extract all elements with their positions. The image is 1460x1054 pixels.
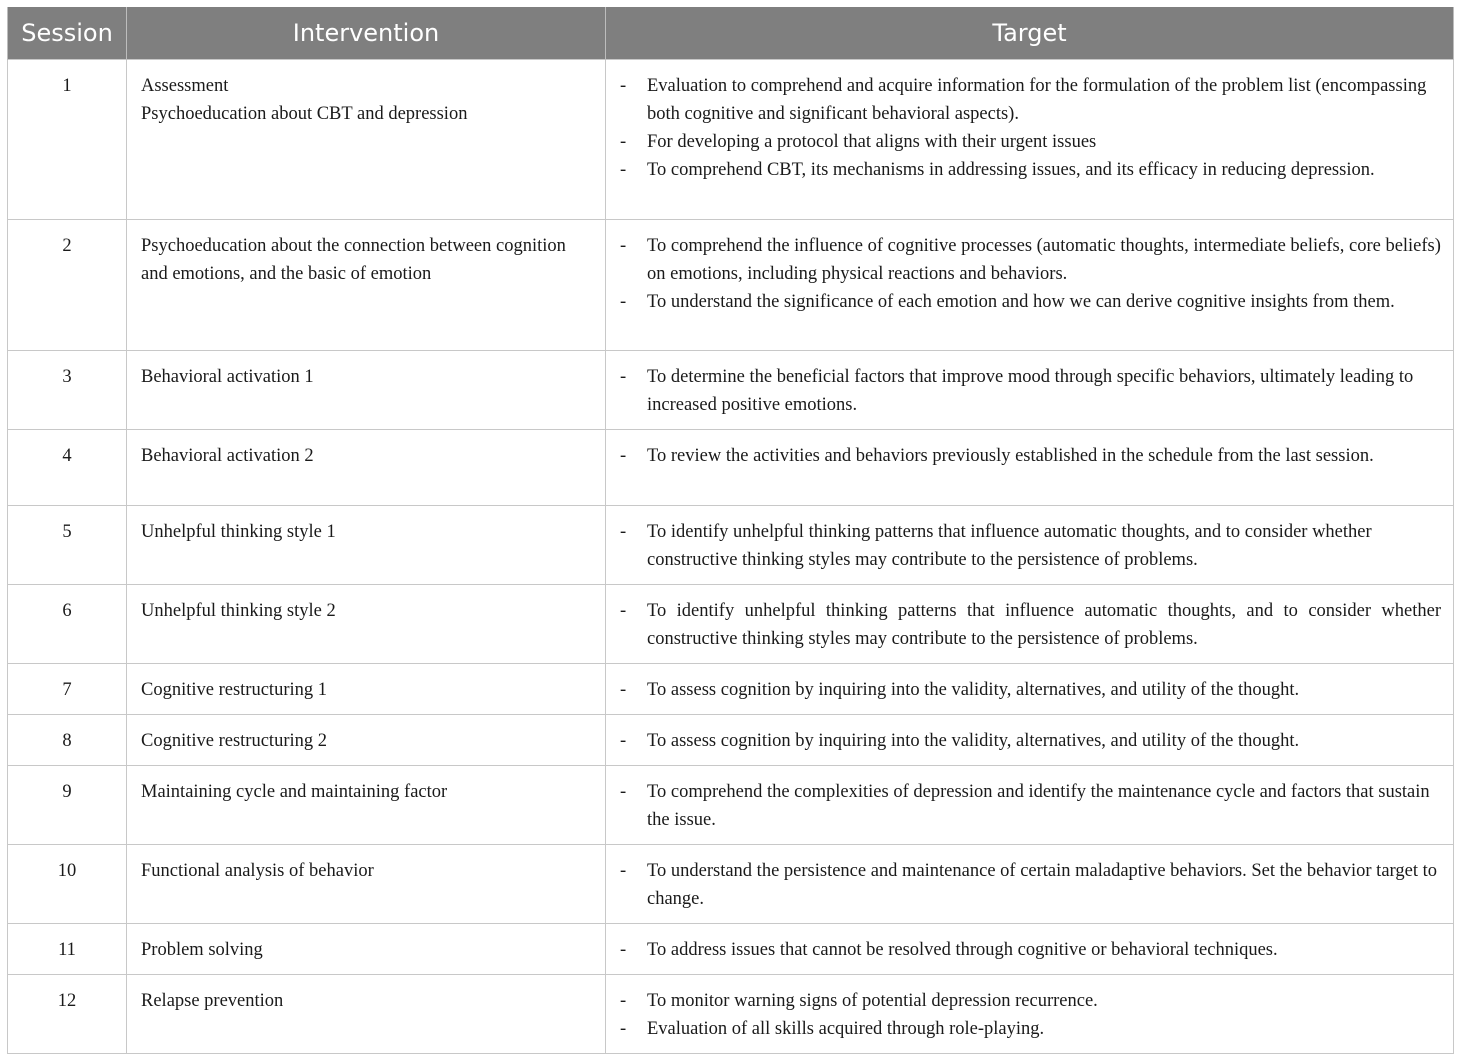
target-item: - To identify unhelpful thinking patterns that influence automatic thoughts, and to consider whether constructive thinking styles may contribute to the persistence of problems.: [620, 597, 1441, 653]
target-item: - To assess cognition by inquiring into the validity, alternatives, and utility of the thought.: [620, 727, 1441, 755]
target-list: [620, 72, 1441, 184]
target-cell: [606, 585, 1454, 664]
table-row: [8, 60, 1454, 220]
intervention-cell: [127, 845, 606, 924]
intervention-line: Psychoeducation about CBT and depression: [141, 104, 468, 124]
intervention-line: Cognitive restructuring 2: [141, 731, 327, 751]
target-list: [620, 518, 1441, 574]
session-number: 3: [8, 351, 127, 430]
target-list: [620, 442, 1441, 470]
intervention-cell: [127, 585, 606, 664]
target-item: - To identify unhelpful thinking patterns that influence automatic thoughts, and to consider whether constructive thinking styles may contribute to the persistence of problems.: [620, 518, 1441, 574]
intervention-cell: [127, 975, 606, 1054]
target-cell: [606, 430, 1454, 506]
target-cell: [606, 220, 1454, 351]
target-item: - For developing a protocol that aligns with their urgent issues: [620, 128, 1441, 156]
session-number: 6: [8, 585, 127, 664]
target-list: [620, 936, 1441, 964]
intervention-cell: [127, 924, 606, 975]
intervention-cell: [127, 430, 606, 506]
intervention-line: Psychoeducation about the connection between cognition and emotions, and the basic of emotion: [141, 236, 566, 284]
intervention-cell: [127, 664, 606, 715]
target-cell: [606, 845, 1454, 924]
table-row: [8, 506, 1454, 585]
table-row: [8, 715, 1454, 766]
session-number: 5: [8, 506, 127, 585]
target-item: - To monitor warning signs of potential depression recurrence.: [620, 987, 1441, 1015]
session-plan-table: [7, 7, 1454, 1054]
target-item: - Evaluation of all skills acquired through role-playing.: [620, 1015, 1441, 1043]
target-item: - Evaluation to comprehend and acquire information for the formulation of the problem list (encompassing both cognitive and significant behavioral aspects).: [620, 72, 1441, 128]
session-number: 11: [8, 924, 127, 975]
target-cell: [606, 60, 1454, 220]
table-row: [8, 924, 1454, 975]
header-session: Session: [8, 7, 127, 60]
intervention-cell: [127, 715, 606, 766]
intervention-line: Behavioral activation 2: [141, 446, 314, 466]
session-number: 2: [8, 220, 127, 351]
target-item: - To understand the persistence and maintenance of certain maladaptive behaviors. Set the behavior target to change.: [620, 857, 1441, 913]
target-cell: [606, 924, 1454, 975]
target-item: - To address issues that cannot be resolved through cognitive or behavioral techniques.: [620, 936, 1441, 964]
table-row: [8, 220, 1454, 351]
table-row: [8, 585, 1454, 664]
intervention-line: Unhelpful thinking style 2: [141, 601, 336, 621]
target-list: [620, 676, 1441, 704]
intervention-cell: [127, 60, 606, 220]
intervention-line: Functional analysis of behavior: [141, 861, 374, 881]
intervention-cell: [127, 220, 606, 351]
target-cell: [606, 506, 1454, 585]
target-list: [620, 232, 1441, 316]
target-list: [620, 778, 1441, 834]
target-cell: [606, 715, 1454, 766]
target-item: - To understand the significance of each emotion and how we can derive cognitive insights from them.: [620, 288, 1441, 316]
table-row: [8, 664, 1454, 715]
intervention-cell: [127, 506, 606, 585]
target-cell: [606, 766, 1454, 845]
intervention-line: Unhelpful thinking style 1: [141, 522, 336, 542]
table-row: [8, 845, 1454, 924]
target-item: - To comprehend CBT, its mechanisms in addressing issues, and its efficacy in reducing depression.: [620, 156, 1441, 184]
table-row: [8, 430, 1454, 506]
target-item: - To review the activities and behaviors previously established in the schedule from the last session.: [620, 442, 1441, 470]
table-row: [8, 766, 1454, 845]
session-number: 10: [8, 845, 127, 924]
target-list: [620, 597, 1441, 653]
table-row: [8, 975, 1454, 1054]
target-list: [620, 987, 1441, 1043]
target-item: - To comprehend the influence of cognitive processes (automatic thoughts, intermediate beliefs, core beliefs) on emotions, including physical reactions and behaviors.: [620, 232, 1441, 288]
intervention-cell: [127, 766, 606, 845]
session-number: 4: [8, 430, 127, 506]
session-number: 12: [8, 975, 127, 1054]
session-number: 9: [8, 766, 127, 845]
intervention-line: Behavioral activation 1: [141, 367, 314, 387]
session-number: 8: [8, 715, 127, 766]
session-number: 7: [8, 664, 127, 715]
table-header: [8, 7, 1454, 60]
target-item: - To comprehend the complexities of depression and identify the maintenance cycle and factors that sustain the issue.: [620, 778, 1441, 834]
intervention-line: Cognitive restructuring 1: [141, 680, 327, 700]
intervention-cell: [127, 351, 606, 430]
target-item: - To assess cognition by inquiring into the validity, alternatives, and utility of the thought.: [620, 676, 1441, 704]
intervention-line: Assessment: [141, 76, 229, 96]
target-item: - To determine the beneficial factors that improve mood through specific behaviors, ultimately leading to increased positive emotions.: [620, 363, 1441, 419]
target-list: [620, 857, 1441, 913]
session-number: 1: [8, 60, 127, 220]
target-cell: [606, 351, 1454, 430]
header-row: [8, 7, 1454, 60]
target-cell: [606, 975, 1454, 1054]
target-list: [620, 727, 1441, 755]
target-cell: [606, 664, 1454, 715]
intervention-line: Problem solving: [141, 940, 263, 960]
target-list: [620, 363, 1441, 419]
header-intervention: Intervention: [127, 7, 606, 60]
intervention-line: Maintaining cycle and maintaining factor: [141, 782, 448, 802]
intervention-line: Relapse prevention: [141, 991, 284, 1011]
table-row: [8, 351, 1454, 430]
header-target: Target: [606, 7, 1454, 60]
table-body: [8, 60, 1454, 1054]
